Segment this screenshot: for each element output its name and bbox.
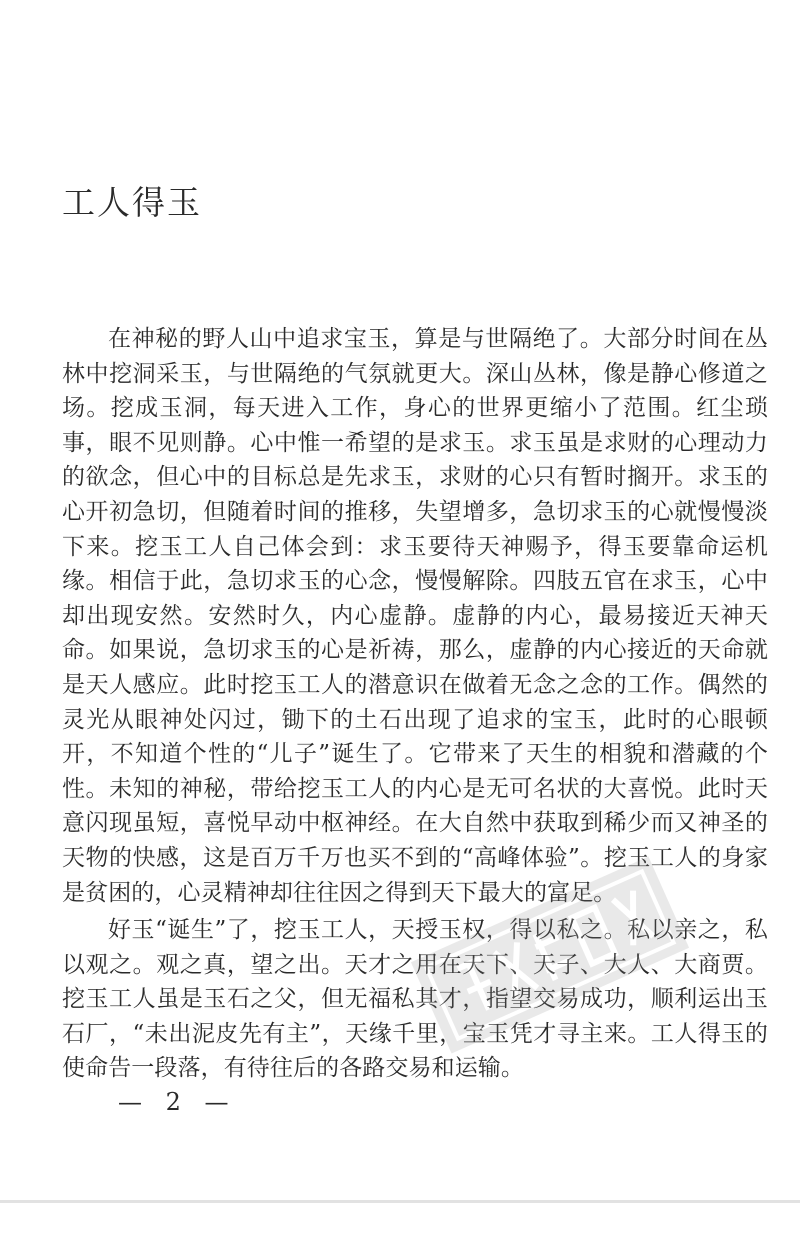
body-text <box>62 322 768 1086</box>
paragraph-2: 好玉“诞生”了，挖玉工人，天授玉权，得以私之。私以亲之，私以观之。观之真，望之出。天才之用在天下、天子、大人、大商贾。挖玉工人虽是玉石之父，但无福私其才，指望交易成功，顺利运出玉石厂，“未出泥皮先有主”，天缘千里，宝玉凭才寻主来。工人得玉的使命告一段落，有待往后的各路交易和运输。 <box>62 917 768 1082</box>
page-number: — 2 — <box>118 1088 237 1116</box>
bottom-divider <box>0 1200 800 1203</box>
page-title: 工人得玉 <box>62 183 202 222</box>
paragraph-1: 在神秘的野人山中追求宝玉，算是与世隔绝了。大部分时间在丛林中挖洞采玉，与世隔绝的气氛就更大。深山丛林，像是静心修道之场。挖成玉洞，每天进入工作，身心的世界更缩小了范围。红尘琐事，眼不见则静。心中惟一希望的是求玉。求玉虽是求财的心理动力的欲念，但心中的目标总是先求玉，求财的心只有暂时搁开。求玉的心开初急切，但随着时间的推移，失望增多，急切求玉的心就慢慢淡下来。挖玉工人自己体会到：求玉要待天神赐予，得玉要靠命运机缘。相信于此，急切求玉的心念，慢慢解除。四肢五官在求玉，心中却出现安然。安然时久，内心虚静。虚静的内心，最易接近天神天命。如果说，急切求玉的心是祈祷，那么，虚静的内心接近的天命就是天人感应。此时挖玉工人的潜意识在做着无念之念的工作。偶然的灵光从眼神处闪过，锄下的土石出现了追求的宝玉，此时的心眼顿开，不知道个性的“儿子”诞生了。它带来了天生的相貌和潜藏的个性。未知的神秘，带给挖玉工人的内心是无可名状的大喜悦。此时天意闪现虽短，喜悦早动中枢神经。在大自然中获取到稀少而又神圣的天物的快感，这是百万千万也买不到的“高峰体验”。挖玉工人的身家是贫困的，心灵精神却往往因之得到天下最大的富足。 <box>62 326 768 906</box>
